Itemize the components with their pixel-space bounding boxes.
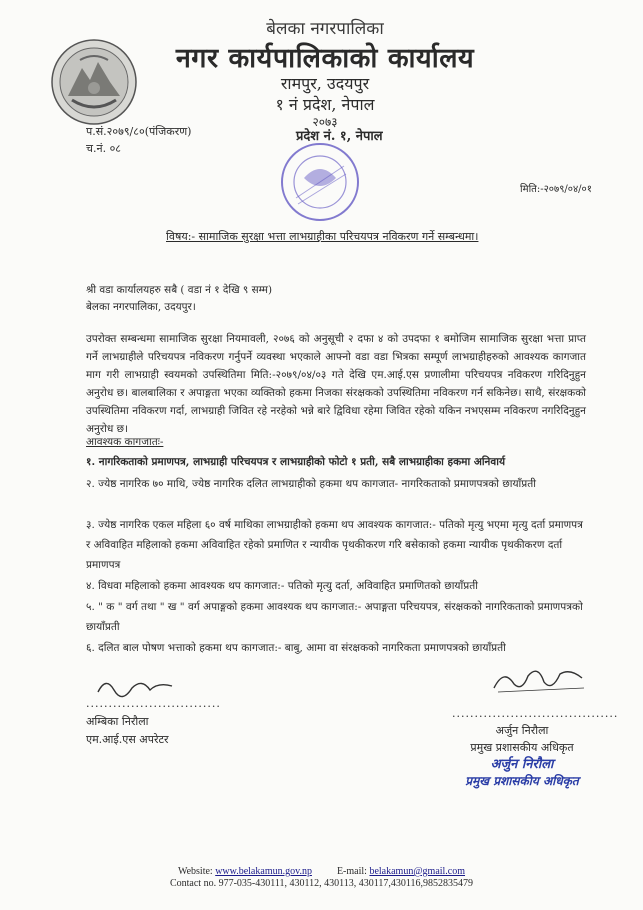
letter-date: मिति:-२०७९/०४/०१: [520, 184, 592, 195]
requirement-item: ५. " क " वर्ग तथा " ख " वर्ग अपाङ्गको हकमा आवश्यक थप कागजात:- अपाङ्गता परिचयपत्र, संरक्षकको नागरिकताको प्रमाणपत्रको छायाँप्रती: [86, 601, 583, 633]
established-year: २०७३: [312, 115, 338, 129]
requirement-item: १. नागरिकताको प्रमाणपत्र, लाभग्राही परिचयपत्र र लाभग्राहीको फोटो १ प्रती, सबै लाभग्राहीका हकमा अनिवार्य: [86, 456, 506, 468]
body-paragraph: उपरोक्त सम्बन्धमा सामाजिक सुरक्षा नियमावली, २०७६ को अनुसूची २ दफा ४ को उपदफा १ बमोजिम सामाजिक सुरक्षा भत्ता प्राप्त गर्ने लाभग्राहीले परिचयपत्र नविकरण गर्नुपर्ने व्यवस्था भएकाले आफ्नो वडा वडा भित्रका सम्पूर्ण लाभग्राहीहरुको आवश्यक कागजात माग गरी लाभग्राही स्वयमको उपस्थितिमा मिति:-२०७९/०४/०३ गते देखि एम.आई.एस प्रणालीमा परिचयपत्र नविकरण गरिदिनुहुन अनुरोध छ। बालबालिका र अपाङ्गता भएका व्यक्तिको हकमा निजका संरक्षकको उपस्थितिमा नविकरण गर्न सकिनेछ। साथै, संरक्षकको उपस्थितिमा नविकरण गर्दा, लाभग्राही जिवित रहे नरहेको भन्ने बारे द्विविधा रहेमा जिवित रहेको यकिन नभएसम्म नविकरण नगरिदिनुहुन अनुरोध छ।: [86, 333, 586, 435]
requirement-item: ६. दलित बाल पोषण भत्ताको हकमा थप कागजात:- बाबु, आमा वा संरक्षकको नागरिकता प्रमाणपत्रको छायाँप्रती: [86, 642, 506, 654]
email-label: E-mail:: [336, 866, 367, 877]
addressee-place: बेलका नगरपालिका, उदयपुर।: [86, 301, 196, 313]
dispatch-number: च.नं. ०८: [86, 142, 122, 155]
signatory-right: [452, 705, 619, 790]
footer-contact: Contact no. 977-035-430111, 430112, 430113, 430117,430116,9852835479: [169, 878, 474, 889]
office-title: नगर कार्यपालिकाको कार्यालय: [175, 43, 475, 74]
subject-line: विषय:- सामाजिक सुरक्षा भत्ता लाभग्राहीका परिचयपत्र नविकरण गर्ने सम्बन्धमा।: [166, 230, 479, 243]
signatory-left-title: एम.आई.एस अपरेटर: [86, 733, 169, 746]
email-link[interactable]: belakamun@gmail.com: [369, 866, 466, 877]
requirements-heading: आवश्यक कागजातः-: [86, 436, 164, 448]
signatory-left: [86, 695, 221, 749]
requirement-item: ४. विधवा महिलाको हकमा आवश्यक थप कागजात:- पतिको मृत्यु दर्ता, अविवाहित प्रमाणितको छायाँप्रती: [86, 580, 478, 592]
addressee-line: श्री वडा कार्यालयहरु सबै ( वडा नं १ देखि ९ सम्म): [86, 284, 273, 296]
municipality-name: बेलका नगरपालिका: [266, 19, 384, 39]
signatory-right-title: प्रमुख प्रशासकीय अधिकृत: [470, 741, 574, 754]
signature-right-icon: [488, 662, 588, 696]
website-link[interactable]: www.belakamun.gov.np: [215, 866, 312, 877]
signatory-right-name: अर्जुन निरौला: [495, 724, 549, 737]
title-stamp: प्रमुख प्रशासकीय अधिकृत: [465, 774, 579, 788]
office-stamp-icon: [274, 138, 366, 226]
office-address: रामपुर, उदयपुर: [280, 74, 370, 93]
requirement-item: ३. ज्येष्ठ नागरिक एकल महिला ६० वर्ष माथिका लाभग्राहीको हकमा थप आवश्यक कागजात:- पतिको मृत्यु भएमा मृत्यु दर्ता प्रमाणपत्र र अविवाहित महिलाको हकमा अविवाहित रहेको प्रमाणित र न्यायीक पृथकीकरण गरि बसेकाको हकमा न्यायीक पृथकीकरण दर्ता प्रमाणपत्र: [86, 519, 583, 571]
footer-links: [100, 866, 543, 877]
signatory-left-name: अम्बिका निरौला: [86, 715, 149, 728]
signature-line: ..............................: [86, 697, 221, 710]
reference-number: प.सं.२०७९/८०(पंजिकरण): [86, 125, 192, 138]
name-stamp: अर्जुन निरौला: [490, 757, 554, 772]
province-text: प्रदेश नं. १, नेपाल: [296, 129, 383, 144]
website-label: Website:: [177, 866, 213, 877]
province-line: १ नं प्रदेश, नेपाल: [275, 95, 375, 114]
requirement-item: २. ज्येष्ठ नागरिक ७० माथि, ज्येष्ठ नागरिक दलित लाभग्राहीको हकमा थप कागजात- नागरिकताको प्रमाणपत्रको छायाँप्रती: [86, 478, 536, 490]
signature-line: .....................................: [452, 707, 619, 720]
nepal-emblem-icon: [50, 38, 138, 126]
